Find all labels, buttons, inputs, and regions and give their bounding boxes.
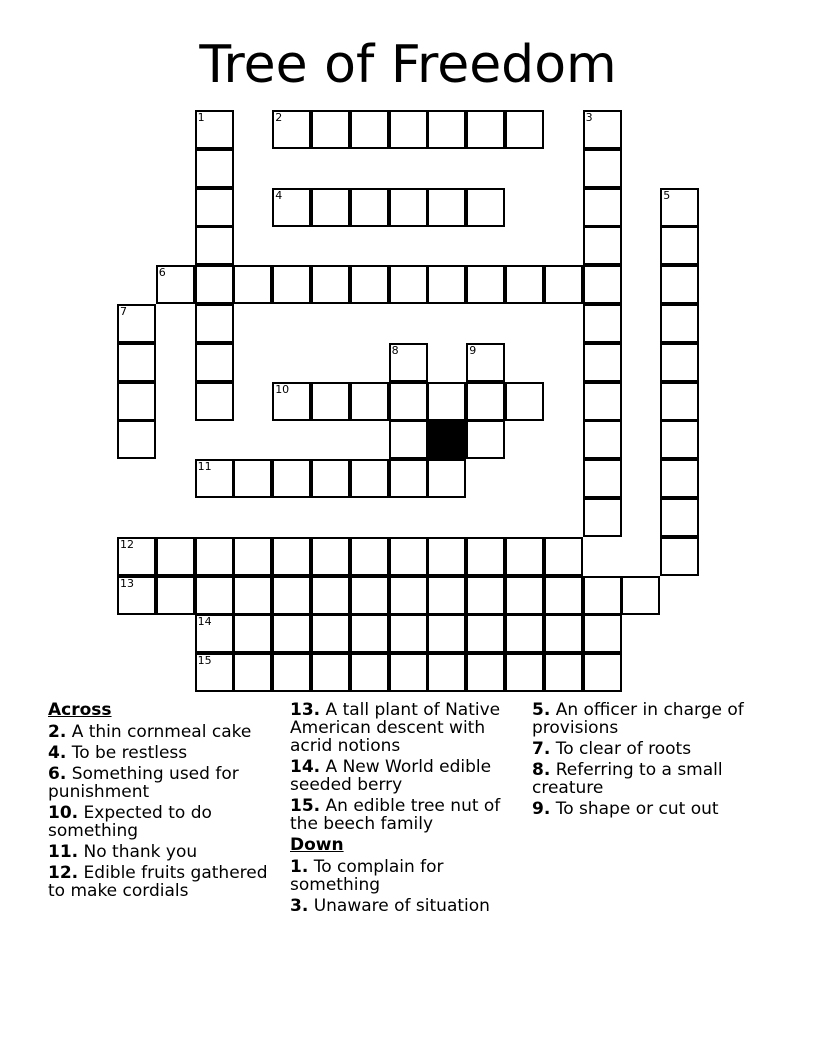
grid-cell[interactable] [195, 653, 234, 692]
grid-cell[interactable] [195, 343, 234, 382]
grid-cell[interactable] [117, 382, 156, 421]
down-heading: Down [290, 835, 344, 855]
grid-cell[interactable] [233, 614, 272, 653]
grid-cell[interactable] [195, 149, 234, 188]
grid-cell[interactable] [544, 265, 583, 304]
grid-cell[interactable] [621, 576, 660, 615]
down-clue: 8. Referring to a small creature [532, 760, 723, 798]
grid-cell[interactable] [389, 382, 428, 421]
grid-cell[interactable] [195, 265, 234, 304]
grid-cell[interactable] [466, 188, 505, 227]
grid-cell[interactable] [427, 576, 466, 615]
grid-cell[interactable] [350, 614, 389, 653]
grid-cell[interactable] [389, 420, 428, 459]
clue-number: 2 [275, 111, 283, 124]
grid-cell[interactable] [195, 537, 234, 576]
grid-cell[interactable] [350, 188, 389, 227]
clue-number: 8 [391, 343, 399, 357]
grid-cell[interactable] [660, 226, 699, 265]
grid-cell[interactable] [311, 188, 350, 227]
grid-cell[interactable] [544, 614, 583, 653]
grid-cell[interactable] [427, 110, 466, 149]
grid-cell[interactable] [583, 459, 622, 498]
grid-cell[interactable] [583, 576, 622, 615]
grid-cell[interactable] [195, 304, 234, 343]
grid-cell[interactable] [389, 265, 428, 304]
grid-cell[interactable] [466, 382, 505, 421]
grid-cell[interactable] [583, 614, 622, 653]
grid-cell[interactable] [272, 614, 311, 653]
across-clue: 13. A tall plant of Native American descent with acrid notions [290, 700, 501, 756]
grid-cell[interactable] [660, 382, 699, 421]
grid-cell[interactable] [583, 188, 622, 227]
grid-cell[interactable] [311, 110, 350, 149]
grid-cell[interactable] [117, 576, 156, 615]
across-clue: 15. An edible tree nut of the beech family [290, 796, 501, 834]
grid-cell[interactable] [350, 576, 389, 615]
clue-column-2 [290, 701, 530, 918]
grid-cell[interactable] [272, 459, 311, 498]
grid-cell[interactable] [427, 653, 466, 692]
grid-cell[interactable] [427, 265, 466, 304]
grid-cell[interactable] [195, 614, 234, 653]
grid-cell[interactable] [311, 459, 350, 498]
grid-cell[interactable] [272, 537, 311, 576]
grid-cell[interactable] [117, 343, 156, 382]
grid-cell[interactable] [583, 420, 622, 459]
across-clue: 4. To be restless [48, 743, 188, 763]
grid-cell[interactable] [505, 537, 544, 576]
clue-number: 5 [663, 188, 671, 202]
clue-number: 7 [120, 305, 127, 318]
grid-cell[interactable] [660, 304, 699, 343]
grid-cell[interactable] [195, 459, 234, 498]
grid-cell[interactable] [583, 382, 622, 421]
down-clue: 5. An officer in charge of provisions [532, 700, 744, 738]
clue-number: 13 [120, 576, 134, 590]
grid-cell[interactable] [505, 110, 544, 149]
grid-cell[interactable] [195, 576, 234, 615]
grid-cell[interactable] [311, 537, 350, 576]
grid-cell[interactable] [272, 576, 311, 615]
grid-cell[interactable] [583, 653, 622, 692]
grid-cell[interactable] [311, 382, 350, 421]
grid-cell[interactable] [583, 226, 622, 265]
clue-number: 15 [197, 654, 212, 668]
grid-cell[interactable] [389, 653, 428, 692]
across-heading: Across [48, 700, 112, 720]
grid-cell[interactable] [311, 576, 350, 615]
clue-number: 14 [197, 615, 212, 629]
across-clue: 12. Edible fruits gathered to make cordials [48, 863, 268, 901]
grid-cell[interactable] [389, 459, 428, 498]
grid-cell[interactable] [350, 265, 389, 304]
grid-cell[interactable] [389, 110, 428, 149]
grid-cell[interactable] [466, 420, 505, 459]
grid-cell[interactable] [544, 537, 583, 576]
grid-cell[interactable] [505, 614, 544, 653]
grid-cell[interactable] [505, 653, 544, 692]
grid-cell[interactable] [311, 653, 350, 692]
grid-cell[interactable] [466, 265, 505, 304]
grid-cell[interactable] [272, 382, 311, 421]
grid-cell[interactable] [272, 110, 311, 149]
grid-cell[interactable] [660, 498, 699, 537]
grid-cell[interactable] [660, 459, 699, 498]
grid-cell[interactable] [466, 653, 505, 692]
clue-number: 12 [120, 537, 134, 551]
down-clue: 1. To complain for something [290, 857, 444, 895]
grid-cell[interactable] [195, 110, 234, 149]
grid-cell[interactable] [272, 188, 311, 227]
grid-cell[interactable] [350, 110, 389, 149]
across-clue: 2. A thin cornmeal cake [48, 722, 252, 742]
clue-number: 11 [197, 460, 212, 474]
clue-number: 10 [275, 382, 290, 396]
grid-cell[interactable] [660, 343, 699, 382]
grid-cell[interactable] [466, 576, 505, 615]
grid-cell[interactable] [660, 420, 699, 459]
grid-cell[interactable] [583, 304, 622, 343]
down-clue: 3. Unaware of situation [290, 896, 490, 916]
grid-cell[interactable] [389, 614, 428, 653]
grid-cell[interactable] [466, 614, 505, 653]
clue-number: 3 [585, 111, 593, 124]
grid-cell[interactable] [233, 576, 272, 615]
grid-cell[interactable] [466, 343, 505, 382]
grid-cell[interactable] [117, 420, 156, 459]
grid-cell[interactable] [350, 459, 389, 498]
grid-cell[interactable] [156, 265, 195, 304]
grid-cell[interactable] [660, 265, 699, 304]
grid-cell[interactable] [583, 343, 622, 382]
grid-cell[interactable] [233, 537, 272, 576]
down-clue: 7. To clear of roots [532, 739, 692, 759]
grid-cell[interactable] [389, 537, 428, 576]
clue-number: 1 [197, 111, 205, 124]
grid-cell[interactable] [427, 614, 466, 653]
grid-cell[interactable] [466, 110, 505, 149]
across-clue: 11. No thank you [48, 842, 198, 862]
across-clue: 6. Something used for punishment [48, 764, 239, 802]
grid-cell[interactable] [466, 537, 505, 576]
grid-cell[interactable] [660, 537, 699, 576]
puzzle-title: Tree of Freedom [199, 35, 617, 95]
grid-cell[interactable] [117, 304, 156, 343]
grid-cell[interactable] [350, 382, 389, 421]
grid-cell[interactable] [505, 265, 544, 304]
grid-cell[interactable] [544, 576, 583, 615]
grid-cell[interactable] [427, 459, 466, 498]
grid-cell[interactable] [389, 576, 428, 615]
grid-cell[interactable] [505, 382, 544, 421]
grid-cell[interactable] [311, 265, 350, 304]
grid-cell[interactable] [660, 188, 699, 227]
clue-number: 4 [275, 188, 283, 202]
black-square [427, 420, 466, 459]
grid-cell[interactable] [350, 537, 389, 576]
grid-cell[interactable] [427, 382, 466, 421]
grid-cell[interactable] [195, 188, 234, 227]
grid-cell[interactable] [427, 537, 466, 576]
grid-cell[interactable] [233, 265, 272, 304]
grid-cell[interactable] [427, 188, 466, 227]
grid-cell[interactable] [389, 343, 428, 382]
grid-cell[interactable] [583, 498, 622, 537]
grid-cell[interactable] [195, 382, 234, 421]
grid-cell[interactable] [117, 537, 156, 576]
grid-cell[interactable] [583, 110, 622, 149]
grid-cell[interactable] [350, 653, 389, 692]
grid-cell[interactable] [272, 265, 311, 304]
grid-cell[interactable] [505, 576, 544, 615]
clue-column-3 [532, 701, 772, 821]
grid-cell[interactable] [389, 188, 428, 227]
grid-cell[interactable] [233, 653, 272, 692]
across-clue: 14. A New World edible seeded berry [290, 757, 492, 795]
grid-cell[interactable] [233, 459, 272, 498]
grid-cell[interactable] [156, 537, 195, 576]
grid-cell[interactable] [583, 265, 622, 304]
across-clue: 10. Expected to do something [48, 803, 212, 841]
clue-column-1 [48, 701, 288, 903]
grid-cell[interactable] [195, 226, 234, 265]
clue-number: 9 [469, 343, 477, 357]
down-clue: 9. To shape or cut out [532, 799, 719, 819]
grid-cell[interactable] [311, 614, 350, 653]
grid-cell[interactable] [544, 653, 583, 692]
grid-cell[interactable] [272, 653, 311, 692]
clue-number: 6 [158, 266, 166, 280]
grid-cell[interactable] [156, 576, 195, 615]
grid-cell[interactable] [583, 149, 622, 188]
